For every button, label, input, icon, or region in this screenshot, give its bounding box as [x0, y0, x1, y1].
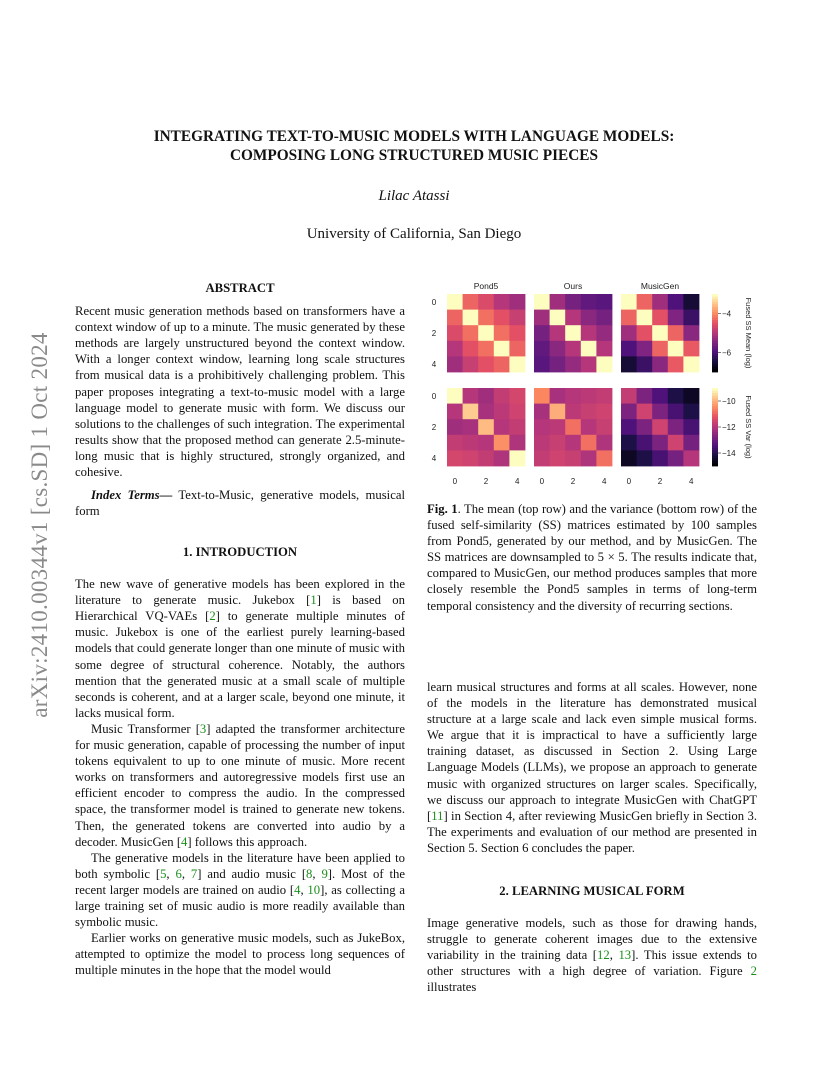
heatmap-cell — [534, 356, 550, 372]
colorbar-segment — [712, 448, 718, 451]
intro-paragraph-4: Earlier works on generative music models, such as JukeBox, attempted to optimize the model to process long sequences of multiple minutes in the hope that the model would — [75, 931, 405, 978]
panel-title-ours: Ours — [563, 281, 583, 291]
heatmap-cell — [494, 294, 510, 310]
heatmap-cell — [550, 356, 566, 372]
heatmap-cell — [596, 356, 612, 372]
figure-1-heatmaps — [420, 278, 760, 490]
colorbar-segment — [712, 307, 718, 310]
text-run: ] follows this approach. — [187, 834, 308, 849]
heatmap-cell — [637, 404, 653, 420]
citation-link[interactable]: 13 — [618, 948, 632, 963]
heatmap-cell — [478, 341, 494, 357]
heatmap-cell — [596, 388, 612, 404]
text-run: ]. Most of the recent larger models are trained on audio [ — [75, 866, 406, 897]
colorbar-segment — [712, 401, 718, 404]
figure-caption — [427, 501, 757, 614]
x-tick-label: 2 — [570, 477, 576, 486]
index-terms-label: Index Terms— — [91, 488, 173, 503]
colorbar-segment — [712, 411, 718, 414]
colorbar-segment — [712, 343, 718, 346]
heatmap-cell — [509, 404, 525, 420]
text-run: illustrates — [427, 980, 477, 995]
heatmap-cell — [683, 341, 699, 357]
heatmap-cell — [463, 450, 479, 466]
colorbar-segment — [712, 458, 718, 461]
heatmap-cell — [565, 356, 581, 372]
colorbar-segment — [712, 304, 718, 307]
colorbar-segment — [712, 419, 718, 422]
colorbar-segment — [712, 435, 718, 438]
introduction-section — [75, 544, 405, 978]
author: Lilac Atassi — [378, 188, 450, 204]
colorbar-segment — [712, 351, 718, 354]
colorbar-segment — [712, 312, 718, 315]
colorbar-segment — [712, 422, 718, 425]
heatmap-cell — [447, 419, 463, 435]
colorbar-tick-label: −12 — [722, 423, 736, 432]
heatmap-cell — [494, 435, 510, 451]
colorbar-segment — [712, 437, 718, 440]
colorbar-tick-label: −10 — [722, 397, 736, 406]
heatmap-cell — [447, 356, 463, 372]
heatmap-cell — [621, 310, 637, 326]
heatmap-cell — [534, 450, 550, 466]
heatmap-cell — [478, 435, 494, 451]
colorbar-segment — [712, 310, 718, 313]
colorbar-segment — [712, 338, 718, 341]
text-run: , — [312, 866, 322, 881]
colorbar-segment — [712, 299, 718, 302]
text-run: , — [609, 948, 619, 963]
heatmap-cell — [494, 419, 510, 435]
text-run: ]. This issue extends to other structures with a high degree of variation. Figure — [427, 948, 757, 979]
text-run: Image generative models, such as those for drawing hands, struggle to generate coherent images due to the extensive variability in the training data [ — [427, 916, 757, 963]
heatmap-cell — [447, 435, 463, 451]
heatmap-cell — [447, 310, 463, 326]
citation-link[interactable]: 3 — [199, 721, 207, 736]
heatmap-cell — [478, 325, 494, 341]
heatmap-cell — [581, 404, 597, 420]
heatmap-cell — [478, 419, 494, 435]
arxiv-id: arXiv:2410.00344v1 [cs.SD] 1 Oct 2024 — [27, 332, 52, 718]
heatmap-cell — [550, 294, 566, 310]
heatmap-cell — [447, 294, 463, 310]
heatmap-cell — [621, 356, 637, 372]
heatmap-cell — [550, 325, 566, 341]
x-tick-label: 4 — [688, 477, 694, 486]
colorbar-segment — [712, 336, 718, 339]
heatmap-cell — [581, 435, 597, 451]
citation-link[interactable]: 9 — [321, 866, 328, 881]
colorbar-label: Fused SS Mean (log) — [744, 297, 753, 369]
heatmap-cell — [463, 341, 479, 357]
y-tick-label: 4 — [431, 454, 437, 464]
heatmap-cell — [478, 388, 494, 404]
heatmap-cell — [683, 435, 699, 451]
heatmap-cell — [565, 341, 581, 357]
panel-title-musicgen: MusicGen — [640, 281, 680, 291]
heatmap-cell — [652, 450, 668, 466]
heatmap-cell — [565, 325, 581, 341]
heatmap-cell — [565, 310, 581, 326]
heatmap-cell — [596, 325, 612, 341]
citation-link[interactable]: 7 — [190, 866, 198, 881]
heatmap-cell — [509, 388, 525, 404]
heatmap-cell — [565, 294, 581, 310]
heatmap-cell — [478, 450, 494, 466]
caption-text: . The mean (top row) and the variance (bottom row) of the fused self-similarity (SS) matrices estimated by 100 samples from Pond5, generated by our method, and by MusicGen. The SS matrices are downsampled to 5 × 5. The results indicate that, compared to MusicGen, our method produces samples that more closely resemble the Pond5 samples in terms of long-term temporal consistency and the diversity of recurring sections. — [427, 502, 757, 613]
colorbar-segment — [712, 367, 718, 370]
heatmap-cell — [509, 435, 525, 451]
colorbar-segment — [712, 349, 718, 352]
affiliation: University of California, San Diego — [306, 226, 522, 242]
heatmap-cell — [478, 310, 494, 326]
heatmap-cell — [668, 310, 684, 326]
heatmap-cell — [668, 341, 684, 357]
colorbar-segment — [712, 461, 718, 464]
colorbar-segment — [712, 356, 718, 359]
heatmap-cell — [683, 310, 699, 326]
colorbar-segment — [712, 362, 718, 365]
title-line-1: INTEGRATING TEXT-TO-MUSIC MODELS WITH LANGUAGE MODELS: — [153, 128, 675, 145]
heatmap-cell — [683, 325, 699, 341]
colorbar-segment — [712, 317, 718, 320]
citation-link[interactable]: 12 — [597, 948, 610, 963]
x-tick-label: 4 — [601, 477, 607, 486]
heatmap-cell — [652, 294, 668, 310]
heatmap-cell — [534, 419, 550, 435]
paper-title — [80, 127, 748, 165]
heatmap-cell — [596, 450, 612, 466]
heatmap-cell — [683, 419, 699, 435]
heatmap-cell — [494, 325, 510, 341]
heatmap-cell — [509, 356, 525, 372]
colorbar-segment — [712, 325, 718, 328]
heatmap-cell — [581, 310, 597, 326]
section-2-paragraph — [427, 915, 757, 995]
colorbar-segment — [712, 359, 718, 362]
heatmap-cell — [550, 435, 566, 451]
text-run: learn musical structures and forms at all scales. However, none of the models in the literature has demonstrated musical structure at a large scale and lack even simple musical forms. We argue that it is impractical to have a sufficiently large training dataset, as discussed in Section 2. Using Large Language Models (LLMs), we propose an approach to generate music with organized structures on larger scales. Specifically, we discuss our approach to integrate MusicGen with ChatGPT [ — [427, 680, 757, 823]
colorbar-segment — [712, 398, 718, 401]
colorbar-segment — [712, 330, 718, 333]
heatmap-cell — [550, 404, 566, 420]
heatmap-cell — [463, 325, 479, 341]
heatmap-cell — [621, 341, 637, 357]
introduction-heading: 1. INTRODUCTION — [182, 545, 298, 559]
x-tick-label: 2 — [657, 477, 663, 486]
heatmap-cell — [550, 341, 566, 357]
index-terms-text: Text-to-Music, generative models, musical form — [75, 488, 405, 519]
heatmap-cell — [478, 294, 494, 310]
heatmap-cell — [534, 294, 550, 310]
heatmap-cell — [668, 388, 684, 404]
text-run: The new wave of generative models has been explored in the literature to generate music. Jukebox [ — [75, 577, 405, 608]
heatmap-cell — [581, 419, 597, 435]
heatmap-cell — [565, 419, 581, 435]
heatmap-cell — [596, 419, 612, 435]
x-tick-label: 0 — [626, 477, 632, 486]
text-run: Music Transformer [ — [91, 721, 200, 736]
colorbar-segment — [712, 346, 718, 349]
heatmap-cell — [463, 435, 479, 451]
intro-paragraph-3 — [75, 850, 405, 930]
heatmap-cell — [652, 388, 668, 404]
heatmap-cell — [596, 435, 612, 451]
heatmap-cell — [637, 419, 653, 435]
section-2-heading: 2. LEARNING MUSICAL FORM — [499, 884, 685, 898]
heatmap-cell — [463, 310, 479, 326]
y-tick-label: 0 — [431, 391, 437, 401]
heatmap-cell — [550, 450, 566, 466]
colorbar-segment — [712, 341, 718, 344]
colorbar-segment — [712, 297, 718, 300]
colorbar-segment — [712, 424, 718, 427]
index-terms — [75, 487, 405, 519]
heatmap-cell — [447, 325, 463, 341]
heatmap-cell — [683, 450, 699, 466]
text-run: ] to generate multiple minutes of music. Jukebox is one of the earliest purely learning-based models that could generate longer than one minute of music with some degree of structural coherence. Notably, the authors mention that the generated music at a small scale of multiple seconds is coherent, and at a larger scale, beyond one minute, it lacks musical form. — [75, 609, 405, 720]
heatmap-cell — [478, 356, 494, 372]
heatmap-cell — [652, 356, 668, 372]
colorbar-segment — [712, 391, 718, 394]
text-run: ] adapted the transformer architecture for music generation, capable of processing the number of input tokens equivalent to up to one minute of music. More recent works on transformers and autoregressive models first use an efficient encoder to compress the audio. In the compressed space, the transformer model is trained to generate new tokens. Then, the generated tokens are converted into audio by a decoder. MusicGen [ — [75, 721, 405, 849]
heatmap-cell — [565, 450, 581, 466]
heatmap-cell — [668, 325, 684, 341]
heatmap-cell — [509, 341, 525, 357]
heatmap-cell — [509, 310, 525, 326]
heatmap-cell — [447, 404, 463, 420]
heatmap-cell — [581, 356, 597, 372]
heatmap-cell — [683, 294, 699, 310]
heatmap-cell — [534, 325, 550, 341]
heatmap-cell — [550, 310, 566, 326]
heatmap-cell — [637, 325, 653, 341]
heatmap-cell — [463, 294, 479, 310]
heatmap-cell — [534, 310, 550, 326]
citation-link[interactable]: 6 — [175, 866, 182, 881]
heatmap-cell — [534, 435, 550, 451]
heatmap-cell — [652, 310, 668, 326]
citation-link[interactable]: 1 — [310, 593, 317, 608]
text-run: ] in Section 4, after reviewing MusicGen briefly in Section 3. The experiments and evaluation of our method are presented in Section 5. Section 6 concludes the paper. — [427, 808, 757, 855]
heatmap-cell — [447, 450, 463, 466]
colorbar-segment — [712, 302, 718, 305]
text-run: ], as collecting a large training set of music audio is more readily available than symbolic music. — [75, 882, 405, 930]
y-tick-label: 2 — [431, 423, 437, 432]
citation-link[interactable]: 4 — [294, 882, 301, 897]
text-run: The generative models in the literature have been applied to both symbolic [ — [75, 850, 405, 881]
colorbar-segment — [712, 328, 718, 331]
y-tick-label: 2 — [431, 329, 437, 338]
heatmap-cell — [463, 404, 479, 420]
heatmap-cell — [596, 294, 612, 310]
heatmap-cell — [494, 404, 510, 420]
colorbar-segment — [712, 450, 718, 453]
colorbar-segment — [712, 369, 718, 372]
colorbar-segment — [712, 427, 718, 430]
heatmap-cell — [596, 310, 612, 326]
heatmap-cell — [683, 388, 699, 404]
colorbar-segment — [712, 456, 718, 459]
citation-link[interactable]: 11 — [431, 808, 444, 823]
colorbar-segment — [712, 445, 718, 448]
right-column-continuation — [427, 679, 757, 856]
heatmap-cell — [565, 435, 581, 451]
heatmap-cell — [463, 388, 479, 404]
citation-link[interactable]: 8 — [306, 866, 313, 881]
colorbar-segment — [712, 453, 718, 456]
heatmap-cell — [494, 356, 510, 372]
colorbar-segment — [712, 440, 718, 443]
text-run: , — [166, 866, 176, 881]
colorbar-segment — [712, 396, 718, 399]
title-line-2: COMPOSING LONG STRUCTURED MUSIC PIECES — [229, 147, 599, 164]
heatmap-cell — [668, 356, 684, 372]
heatmap-cell — [534, 341, 550, 357]
colorbar-tick-label: −4 — [722, 309, 732, 319]
heatmap-cell — [509, 294, 525, 310]
x-tick-label: 2 — [483, 477, 489, 486]
heatmap-cell — [494, 341, 510, 357]
panel-title-pond5: Pond5 — [473, 281, 499, 291]
heatmap-cell — [652, 325, 668, 341]
citation-link[interactable]: 4 — [181, 834, 188, 849]
text-run: , — [181, 866, 191, 881]
heatmap-cell — [509, 450, 525, 466]
heatmap-cell — [581, 341, 597, 357]
heatmap-cell — [494, 388, 510, 404]
colorbar-segment — [712, 406, 718, 409]
colorbar-segment — [712, 409, 718, 412]
heatmap-cell — [683, 404, 699, 420]
y-tick-label: 0 — [431, 297, 437, 307]
y-tick-label: 4 — [431, 360, 437, 370]
heatmap-cell — [652, 435, 668, 451]
colorbar-segment — [712, 414, 718, 417]
colorbar-segment — [712, 354, 718, 357]
colorbar-segment — [712, 333, 718, 336]
heatmap-cell — [668, 450, 684, 466]
heatmap-cell — [494, 310, 510, 326]
continuation-paragraph — [427, 679, 757, 856]
heatmap-cell — [637, 294, 653, 310]
abstract-text: Recent music generation methods based on transformers have a context window of up to a minute. The music generated by these methods are largely unstructured beyond the context window. With a longer context window, learning long scale structures from musical data is a prohibitively challenging problem. This paper proposes integrating a text-to-music model with a large language model to generate music with form. We discuss our solutions to the challenges of such integration. The experimental results show that the proposed method can generate 2.5-minute-long music that is highly structured, strongly organized, and cohesive. — [75, 304, 405, 480]
heatmap-cell — [581, 388, 597, 404]
heatmap-cell — [550, 388, 566, 404]
heatmap-cell — [596, 404, 612, 420]
heatmap-cell — [621, 450, 637, 466]
heatmap-cell — [534, 404, 550, 420]
heatmap-cell — [478, 404, 494, 420]
colorbar-segment — [712, 388, 718, 391]
colorbar-segment — [712, 443, 718, 446]
colorbar-segment — [712, 294, 718, 297]
heatmap-cell — [596, 341, 612, 357]
colorbar-segment — [712, 432, 718, 435]
heatmap-cell — [447, 388, 463, 404]
abstract-heading: ABSTRACT — [205, 281, 275, 295]
heatmap-cell — [509, 325, 525, 341]
heatmap-cell — [447, 341, 463, 357]
text-run: ] and audio music [ — [197, 866, 307, 881]
heatmap-cell — [621, 404, 637, 420]
heatmap-cell — [534, 388, 550, 404]
heatmap-cell — [683, 356, 699, 372]
abstract-section — [75, 280, 405, 519]
colorbar-tick-label: −14 — [722, 449, 736, 458]
heatmap-cell — [637, 356, 653, 372]
heatmap-cell — [637, 450, 653, 466]
heatmap-cell — [637, 310, 653, 326]
caption-label: Fig. 1 — [427, 502, 458, 516]
colorbar-segment — [712, 320, 718, 323]
heatmap-cell — [565, 404, 581, 420]
heatmap-cell — [463, 419, 479, 435]
heatmap-cell — [652, 404, 668, 420]
heatmap-cell — [637, 388, 653, 404]
heatmap-cell — [621, 419, 637, 435]
x-tick-label: 0 — [539, 477, 545, 486]
colorbar-segment — [712, 364, 718, 367]
colorbar-segment — [712, 393, 718, 396]
heatmap-cell — [621, 325, 637, 341]
colorbar-label: Fused SS Var (log) — [744, 395, 753, 459]
heatmap-cell — [668, 435, 684, 451]
heatmap-cell — [637, 341, 653, 357]
x-tick-label: 4 — [514, 477, 520, 486]
colorbar-segment — [712, 323, 718, 326]
intro-paragraph-2 — [75, 721, 405, 850]
arxiv-sidebar — [20, 295, 60, 755]
figure-link[interactable]: 2 — [750, 964, 757, 979]
heatmap-cell — [509, 419, 525, 435]
colorbar-segment — [712, 404, 718, 407]
heatmap-cell — [581, 294, 597, 310]
colorbar-segment — [712, 463, 718, 466]
heatmap-cell — [550, 419, 566, 435]
heatmap-cell — [621, 435, 637, 451]
colorbar-segment — [712, 430, 718, 433]
heatmap-cell — [668, 294, 684, 310]
heatmap-cell — [494, 450, 510, 466]
heatmap-cell — [652, 419, 668, 435]
citation-link[interactable]: 5 — [160, 866, 167, 881]
heatmap-cell — [621, 294, 637, 310]
section-2 — [427, 883, 757, 996]
colorbar-segment — [712, 315, 718, 318]
heatmap-cell — [565, 388, 581, 404]
text-run: ] is based on Hierarchical VQ-VAEs [ — [75, 593, 405, 624]
heatmap-cell — [668, 419, 684, 435]
heatmap-cell — [581, 450, 597, 466]
heatmap-cell — [581, 325, 597, 341]
intro-paragraph-1 — [75, 576, 405, 721]
heatmap-cell — [463, 356, 479, 372]
citation-link[interactable]: 2 — [209, 609, 216, 624]
x-tick-label: 0 — [452, 477, 458, 486]
heatmap-cell — [668, 404, 684, 420]
colorbar-tick-label: −6 — [722, 348, 732, 358]
text-run: , — [300, 882, 308, 897]
heatmap-cell — [621, 388, 637, 404]
colorbar-segment — [712, 417, 718, 420]
heatmap-cell — [652, 341, 668, 357]
citation-link[interactable]: 10 — [307, 882, 321, 897]
heatmap-cell — [637, 435, 653, 451]
